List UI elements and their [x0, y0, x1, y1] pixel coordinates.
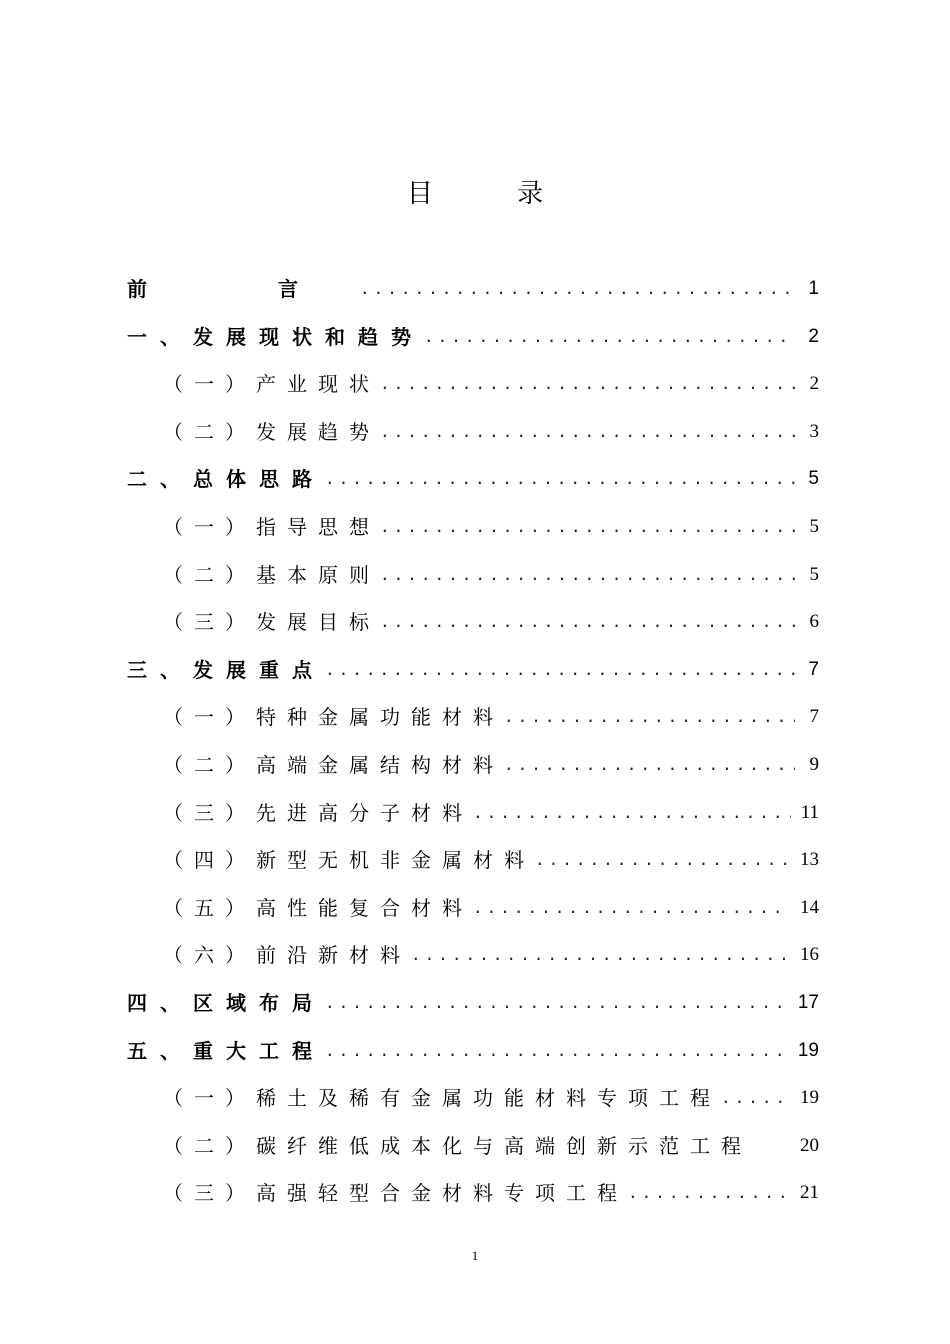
toc-leader-dots [360, 274, 795, 304]
toc-entry-page-number: 2 [808, 326, 819, 347]
toc-leader-dots [380, 417, 795, 447]
toc-leader-dots [473, 798, 791, 828]
toc-entry-page-number: 5 [809, 564, 819, 585]
toc-entry[interactable] [163, 417, 819, 447]
toc-entry[interactable] [163, 1083, 819, 1113]
toc-leader-dots [325, 655, 795, 685]
toc-entry-label: 前 言 [127, 277, 360, 301]
toc-entry-page-number: 7 [808, 659, 819, 680]
toc-entry-label: （三）发展目标 [163, 610, 380, 634]
toc-entry[interactable] [163, 607, 819, 637]
toc-leader-dots [325, 464, 795, 494]
toc-entry-page-number: 7 [809, 706, 819, 727]
toc-entry[interactable] [163, 845, 819, 875]
toc-entry-label: （二）高端金属结构材料 [163, 753, 504, 777]
toc-entry-page-number: 5 [808, 468, 819, 489]
toc-entry-page-number: 20 [800, 1135, 819, 1156]
toc-entry[interactable] [127, 655, 819, 685]
toc-entry[interactable] [127, 322, 819, 352]
toc-leader-dots [380, 607, 795, 637]
toc-entry-page-number: 17 [797, 992, 819, 1013]
footer-page-number: 1 [471, 1248, 479, 1263]
toc-entry-page-number: 16 [800, 944, 819, 965]
toc-leader-dots [504, 702, 795, 732]
toc-leader-dots [628, 1178, 790, 1208]
toc-entry-page-number: 19 [800, 1087, 819, 1108]
toc-leader-dots [535, 845, 790, 875]
toc-entry-page-number: 21 [800, 1182, 819, 1203]
toc-entry-label: （一）稀土及稀有金属功能材料专项工程 [163, 1086, 721, 1110]
toc-entry[interactable] [163, 893, 819, 923]
toc-leader-dots [325, 1036, 788, 1066]
toc-entry[interactable] [127, 464, 819, 494]
toc-leader-dots [721, 1083, 790, 1113]
toc-entry-label: 四、区域布局 [127, 991, 325, 1015]
toc-entry[interactable] [163, 940, 819, 970]
toc-entry[interactable] [163, 512, 819, 542]
toc-leader-dots [504, 750, 795, 780]
toc-entry-label: （一）特种金属功能材料 [163, 705, 504, 729]
toc-entry[interactable] [163, 750, 819, 780]
toc-entry-label: （三）先进高分子材料 [163, 801, 473, 825]
toc-entry-page-number: 3 [809, 421, 819, 442]
toc-entry[interactable] [163, 1131, 819, 1161]
toc-leader-dots [325, 988, 788, 1018]
toc-entry[interactable] [127, 274, 819, 304]
toc-entry-label: （五）高性能复合材料 [163, 896, 473, 920]
toc-entry-page-number: 9 [809, 754, 819, 775]
toc-leader-dots [473, 893, 790, 923]
toc-entry-label: 三、发展重点 [127, 658, 325, 682]
toc-entry-label: （六）前沿新材料 [163, 943, 411, 967]
toc-entry-label: （二）碳纤维低成本化与高端创新示范工程 [163, 1134, 752, 1158]
toc-entry-label: 一、发展现状和趋势 [127, 325, 424, 349]
toc-entry-label: （二）发展趋势 [163, 420, 380, 444]
page-title: 目 录 [406, 179, 582, 209]
toc-leader-dots [424, 322, 795, 352]
toc-leader-dots [380, 560, 795, 590]
toc-entry-label: （一）产业现状 [163, 372, 380, 396]
toc-entry-page-number: 14 [800, 897, 819, 918]
toc-entry[interactable] [163, 798, 819, 828]
toc-entry-page-number: 11 [800, 802, 819, 823]
toc-entry-label: （一）指导思想 [163, 515, 380, 539]
toc-entry-page-number: 13 [800, 849, 819, 870]
toc-entry-page-number: 5 [809, 516, 819, 537]
toc-entry-label: （二）基本原则 [163, 563, 380, 587]
toc-entry[interactable] [127, 988, 819, 1018]
toc-entry-label: 五、重大工程 [127, 1039, 325, 1063]
toc-entry-page-number: 2 [809, 373, 819, 394]
toc-entry[interactable] [163, 369, 819, 399]
toc-leader-dots [411, 940, 790, 970]
toc-entry-label: （三）高强轻型合金材料专项工程 [163, 1181, 628, 1205]
toc-entry-page-number: 19 [797, 1040, 819, 1061]
toc-entry-page-number: 1 [808, 278, 819, 299]
toc-leader-dots [380, 512, 795, 542]
toc-leader-dots [380, 369, 795, 399]
toc-entry-label: （四）新型无机非金属材料 [163, 848, 535, 872]
toc-entry[interactable] [163, 560, 819, 590]
toc-entry[interactable] [127, 1036, 819, 1066]
toc-entry-label: 二、总体思路 [127, 467, 325, 491]
toc-entry-page-number: 6 [809, 611, 819, 632]
toc-entry[interactable] [163, 1178, 819, 1208]
toc-entry[interactable] [163, 702, 819, 732]
